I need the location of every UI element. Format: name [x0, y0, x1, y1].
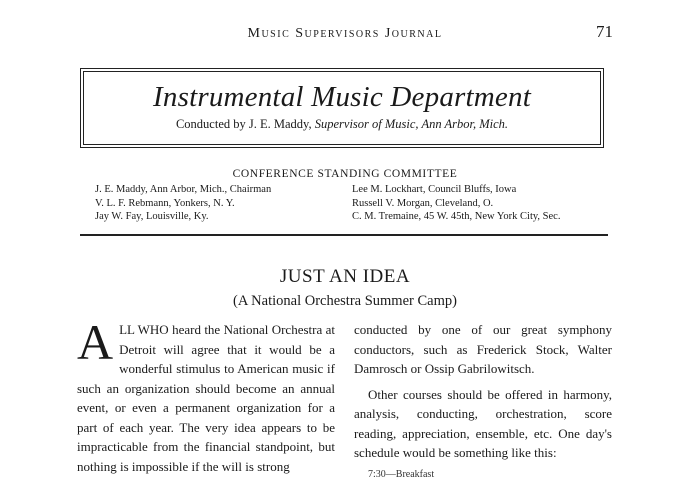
committee-right-column	[352, 183, 560, 224]
article-column-right	[354, 320, 612, 484]
committee-member: Russell V. Morgan, Cleveland, O.	[352, 197, 560, 211]
committee-left-column	[95, 183, 271, 224]
committee-member: Lee M. Lockhart, Council Bluffs, Iowa	[352, 183, 560, 197]
page-number: 71	[596, 22, 613, 42]
conductor-role: Supervisor of Music, Ann Arbor, Mich.	[315, 117, 508, 131]
drop-cap: A	[77, 322, 113, 362]
department-title: Instrumental Music Department	[81, 81, 603, 114]
article-paragraph: LL WHO heard the National Orchestra at Detroit will agree that it would be a wonderful stimulus to American music if such an organization should become an annual event, or even a permanent organization for a part of each year. The very idea appears to be impracticable from the financial standpoint, but nothing is impossible if the will is strong	[77, 320, 335, 476]
committee-heading: CONFERENCE STANDING COMMITTEE	[0, 168, 690, 180]
article-title: JUST AN IDEA	[0, 266, 690, 288]
committee-member: Jay W. Fay, Louisville, Ky.	[95, 210, 271, 224]
article-paragraph: conducted by one of our great symphony conductors, such as Frederick Stock, Walter Damrosch or Ossip Gabrilowitsch.	[354, 320, 612, 379]
article-subtitle: (A National Orchestra Summer Camp)	[0, 293, 690, 310]
running-head: Music Supervisors Journal	[0, 26, 690, 42]
schedule-item: 7:30—Breakfast	[368, 465, 612, 484]
department-conductor-line	[81, 117, 603, 132]
committee-member: J. E. Maddy, Ann Arbor, Mich., Chairman	[95, 183, 271, 197]
committee-member: V. L. F. Rebmann, Yonkers, N. Y.	[95, 197, 271, 211]
committee-member: C. M. Tremaine, 45 W. 45th, New York City, Sec.	[352, 210, 560, 224]
section-divider	[80, 234, 608, 236]
conducted-by-text: Conducted by J. E. Maddy,	[176, 117, 312, 131]
article-paragraph: Other courses should be offered in harmony, analysis, conducting, orchestration, score reading, appreciation, ensemble, etc. One day's schedule would be something like this:	[354, 385, 612, 463]
department-banner	[80, 68, 604, 148]
article-column-left	[77, 320, 335, 476]
